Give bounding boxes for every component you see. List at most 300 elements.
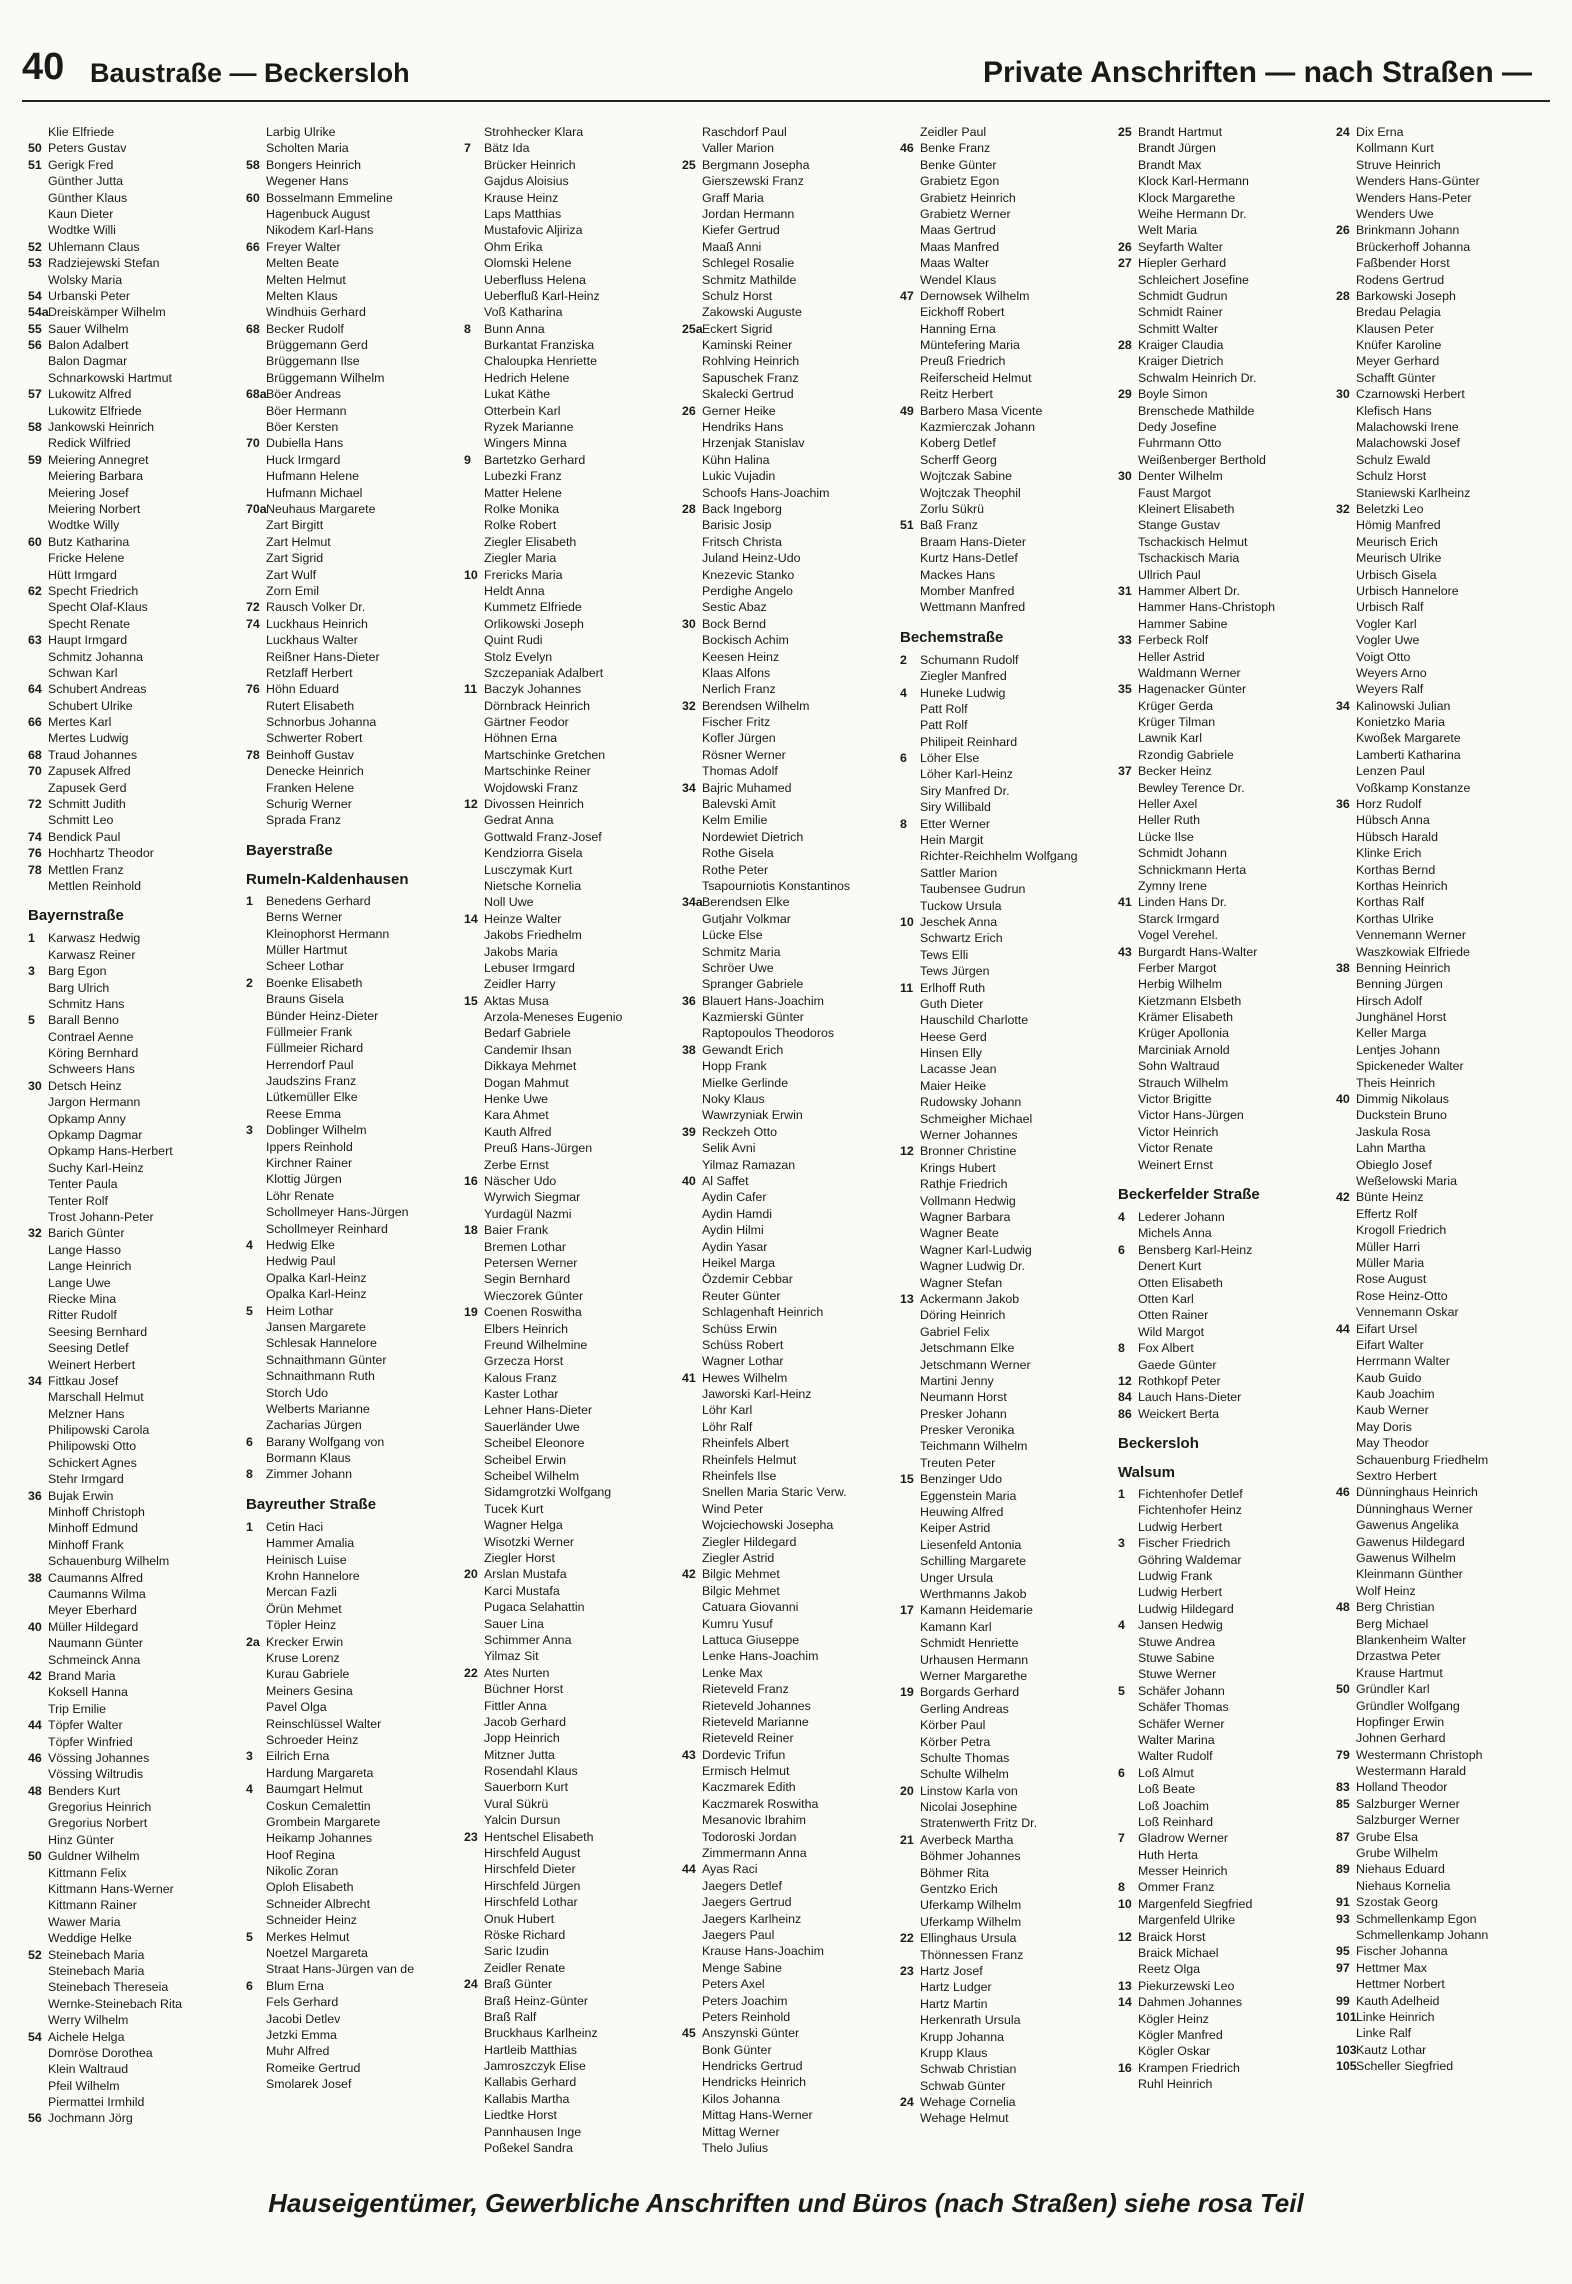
resident-name: Brandt Hartmut [1138,125,1223,139]
district-heading: Rumeln-Kaldenhausen [246,870,409,888]
directory-entry [682,386,897,402]
resident-name: Becker Rudolf [266,321,344,336]
resident-name: Klie Elfriede [48,125,115,139]
resident-name: Zart Birgitt [266,518,324,533]
directory-entry [682,960,897,976]
resident-name: Martschinke Gretchen [484,747,606,762]
resident-name: Liedtke Horst [484,2108,558,2123]
directory-entry [246,616,461,632]
directory-entry [246,304,461,320]
resident-name: Neumann Horst [920,1390,1007,1405]
directory-entry [464,2140,679,2156]
directory-entry [682,419,897,435]
resident-name: Straat Hans-Jürgen van de [266,1962,415,1977]
resident-name: Kittmann Hans-Werner [48,1882,174,1897]
resident-name: Bockisch Achim [702,633,789,648]
resident-name: Berendsen Wilhelm [702,698,810,713]
directory-entry [464,1878,679,1894]
directory-entry [1336,517,1548,533]
house-number: 7 [464,141,471,156]
resident-name: Röske Richard [484,1927,566,1942]
house-number: 59 [28,452,42,467]
directory-entry [1336,1189,1548,1205]
resident-name: Becker Heinz [1138,764,1212,779]
resident-name: Meurisch Erich [1356,534,1438,549]
directory-entry [682,616,897,632]
directory-entry [246,1716,461,1732]
directory-entry [1118,681,1333,697]
directory-entry [246,893,461,909]
resident-name: Scheibel Wilhelm [484,1469,580,1484]
directory-entry [464,1337,679,1353]
house-number: 21 [900,1832,914,1847]
resident-name: Piekurzewski Leo [1138,1978,1235,1993]
resident-name: Wehage Cornelia [920,2095,1016,2110]
resident-name: Zorn Emil [266,583,320,598]
resident-name: Kalous Franz [484,1370,558,1385]
resident-name: Victor Heinrich [1138,1124,1219,1139]
directory-entry [1336,2025,1548,2041]
directory-entry [464,1894,679,1910]
resident-name: Liesenfeld Antonia [920,1537,1022,1552]
directory-entry [1336,993,1548,1009]
house-number: 60 [246,190,260,205]
directory-entry [682,1402,897,1418]
directory-entry [682,2042,897,2058]
directory-entry [464,370,679,386]
directory-entry [28,173,243,189]
directory-entry [1118,1716,1333,1732]
resident-name: Saric Izudin [484,1944,549,1959]
directory-entry [28,1750,243,1766]
resident-name: Bonk Günter [702,2042,772,2057]
directory-entry [682,255,897,271]
resident-name: Schwartz Erich [920,931,1003,946]
resident-name: Burgardt Hans-Walter [1138,944,1258,959]
directory-entry [682,337,897,353]
directory-entry [28,730,243,746]
directory-entry [464,599,679,615]
resident-name: Brenschede Mathilde [1138,403,1255,418]
directory-entry [1118,1830,1333,1846]
house-number: 74 [246,616,260,631]
directory-entry [900,1963,1115,1979]
resident-name: Raschdorf Paul [702,125,787,139]
directory-entry [464,1517,679,1533]
directory-entry [900,1979,1115,1995]
house-number: 18 [464,1223,478,1238]
resident-name: Schnaithmann Ruth [266,1369,375,1384]
directory-entry [1118,1209,1333,1225]
resident-name: Victor Brigitte [1138,1092,1212,1107]
house-number: 91 [1336,1895,1350,1910]
resident-name: Lamberti Katharina [1356,747,1461,762]
directory-entry [682,944,897,960]
house-number: 2 [900,652,907,667]
resident-name: Voßkamp Konstanze [1356,780,1471,795]
directory-entry [1336,222,1548,238]
directory-entry [246,942,461,958]
resident-name: Lauch Hans-Dieter [1138,1390,1242,1405]
resident-name: Kaczmarek Roswitha [702,1796,819,1811]
resident-name: Braam Hans-Dieter [920,534,1027,549]
directory-entry [682,1239,897,1255]
directory-entry [682,1943,897,1959]
directory-entry [246,1122,461,1138]
directory-entry [464,681,679,697]
directory-entry [28,452,243,468]
resident-name: Martini Jenny [920,1373,994,1388]
directory-entry [1118,1650,1333,1666]
house-number: 4 [1118,1618,1125,1633]
directory-entry [28,222,243,238]
resident-name: Grube Elsa [1356,1829,1418,1844]
resident-name: Fuhrmann Otto [1138,436,1222,451]
resident-name: Hübsch Anna [1356,813,1430,828]
directory-entry [464,1075,679,1091]
resident-name: Maas Gertrud [920,223,996,238]
resident-name: Specht Olaf-Klaus [48,600,148,615]
resident-name: Cetin Haci [266,1519,324,1534]
resident-name: Barg Ulrich [48,980,110,995]
directory-entry [464,1222,679,1238]
resident-name: Horz Rudolf [1356,797,1422,812]
resident-name: Pavel Olga [266,1700,327,1715]
directory-entry [1118,468,1333,484]
directory-entry [1336,1124,1548,1140]
resident-name: Krings Hubert [920,1160,996,1175]
resident-name: Töpfer Winfried [48,1734,133,1749]
directory-entry [464,1763,679,1779]
directory-entry [28,829,243,845]
resident-name: Kauth Adelheid [1356,1993,1440,2008]
directory-entry [28,435,243,451]
resident-name: Noll Uwe [484,895,534,910]
directory-entry [900,783,1115,799]
directory-entry [900,1652,1115,1668]
directory-entry [682,1255,897,1271]
directory-entry [1118,1863,1333,1879]
directory-entry [464,616,679,632]
resident-name: Weickert Berta [1138,1406,1220,1421]
resident-name: Juland Heinz-Udo [702,551,801,566]
resident-name: Hedwig Elke [266,1238,335,1252]
resident-name: Balevski Amit [702,797,776,812]
directory-entry [464,1911,679,1927]
resident-name: Riecke Mina [48,1291,117,1306]
directory-entry [682,583,897,599]
resident-name: Hammer Amalia [266,1536,355,1551]
resident-name: Schneider Heinz [266,1913,357,1928]
resident-name: Sidamgrotzki Wolfgang [484,1485,612,1500]
directory-entry [682,1534,897,1550]
resident-name: Bajric Muhamed [702,780,792,795]
directory-entry [1336,845,1548,861]
resident-name: Kwoßek Margarete [1356,731,1461,746]
directory-entry [900,567,1115,583]
resident-name: Gärtner Feodor [484,715,569,730]
resident-name: Löher Karl-Heinz [920,767,1013,782]
house-number: 26 [682,403,696,418]
directory-entry [464,763,679,779]
directory-entry [900,1012,1115,1028]
directory-entry [246,1139,461,1155]
resident-name: Schwan Karl [48,665,118,680]
directory-entry [246,1335,461,1351]
resident-name: Krause Heinz [484,190,559,205]
resident-name: Weihe Hermann Dr. [1138,206,1247,221]
resident-name: Luckhaus Heinrich [266,616,368,631]
house-number: 45 [682,2026,696,2041]
resident-name: Uferkamp Wilhelm [920,1914,1022,1929]
directory-entry [246,1814,461,1830]
resident-name: Duckstein Bruno [1356,1108,1447,1123]
directory-entry [464,124,679,140]
directory-entry [900,1684,1115,1700]
directory-entry [28,1570,243,1586]
resident-name: Presker Johann [920,1406,1007,1421]
directory-entry [28,632,243,648]
resident-name: Sauer Lina [484,1616,544,1631]
house-number: 4 [246,1782,253,1797]
directory-entry [900,1143,1115,1159]
directory-entry [900,1045,1115,1061]
resident-name: Zacharias Jürgen [266,1418,362,1433]
resident-name: Tschackisch Helmut [1138,534,1248,549]
resident-name: Nietsche Kornelia [484,878,582,893]
resident-name: Wettmann Manfred [920,600,1026,615]
directory-entry [464,1681,679,1697]
resident-name: Smolarek Josef [266,2077,352,2092]
directory-entry [682,2107,897,2123]
resident-name: Füllmeier Frank [266,1024,353,1039]
directory-entry [1336,829,1548,845]
resident-name: Kaminski Reiner [702,338,793,353]
resident-name: Szostak Georg [1356,1895,1438,1910]
resident-name: Voigt Otto [1356,649,1411,664]
resident-name: Al Saffet [702,1174,749,1188]
resident-name: Junghänel Horst [1356,1010,1447,1025]
directory-entry [1336,1058,1548,1074]
directory-entry [900,1291,1115,1307]
resident-name: Berg Christian [1356,1600,1435,1615]
directory-entry [28,996,243,1012]
resident-name: Böhmer Johannes [920,1849,1021,1864]
resident-name: Elbers Heinrich [484,1321,569,1336]
house-number: 101 [1336,2009,1357,2024]
directory-entry [682,714,897,730]
directory-entry [246,1781,461,1797]
resident-name: Keesen Heinz [702,649,780,664]
house-number: 34 [28,1373,42,1388]
resident-name: Schlesak Hannelore [266,1336,377,1351]
resident-name: Fels Gerhard [266,1995,339,2010]
directory-entry [1336,1386,1548,1402]
directory-entry [900,1783,1115,1799]
directory-entry [682,2140,897,2156]
resident-name: Braß Heinz-Günter [484,1993,588,2008]
directory-entry [1336,1025,1548,1041]
resident-name: Hübsch Harald [1356,829,1438,844]
resident-name: Schüss Robert [702,1337,784,1352]
resident-name: Maaß Anni [702,239,762,254]
directory-entry [1336,288,1548,304]
directory-entry [900,1799,1115,1815]
directory-entry [1118,1242,1333,1258]
directory-entry [28,1815,243,1831]
resident-name: Mettlen Franz [48,862,124,877]
directory-entry [1336,1829,1548,1845]
resident-name: Schulz Ewald [1356,452,1431,467]
directory-entry [246,763,461,779]
resident-name: Wojdowski Franz [484,780,579,795]
resident-name: Rodens Gertrud [1356,272,1445,287]
directory-entry [246,1798,461,1814]
house-number: 20 [464,1567,478,1582]
resident-name: Müller Hartmut [266,942,348,957]
directory-entry [1336,1730,1548,1746]
directory-entry [1118,993,1333,1009]
resident-name: Burkantat Franziska [484,338,595,353]
resident-name: Tschackisch Maria [1138,551,1240,566]
house-number: 63 [28,633,42,648]
resident-name: Krüger Gerda [1138,698,1214,713]
house-number: 23 [464,1829,478,1844]
resident-name: Balon Adalbert [48,338,129,353]
resident-name: Caumanns Alfred [48,1570,144,1585]
resident-name: Bruckhaus Karlheinz [484,2026,598,2041]
directory-entry [28,1111,243,1127]
resident-name: Matter Helene [484,485,562,500]
resident-name: Freund Wilhelmine [484,1337,588,1352]
directory-entry [682,1730,897,1746]
resident-name: Brauns Gisela [266,992,344,1007]
directory-column [682,124,897,2164]
resident-name: Lange Hasso [48,1242,122,1257]
house-number: 30 [1336,387,1350,402]
resident-name: Hiepler Gerhard [1138,256,1227,271]
resident-name: Krupp Klaus [920,2045,988,2060]
resident-name: Holland Theodor [1356,1780,1448,1795]
directory-column [246,124,461,2164]
house-number: 11 [900,980,914,995]
directory-entry [28,845,243,861]
directory-entry [682,370,897,386]
directory-entry [246,1253,461,1269]
directory-entry [1118,1814,1333,1830]
resident-name: Windhuis Gerhard [266,305,366,320]
resident-name: Yilmaz Sit [484,1649,539,1664]
directory-entry [1118,1584,1333,1600]
resident-name: Schmitz Johanna [48,649,144,664]
resident-name: Kiefer Gertrud [702,223,780,238]
resident-name: Gawenus Hildegard [1356,1534,1465,1549]
directory-entry [464,1698,679,1714]
directory-entry [1118,1634,1333,1650]
directory-entry [464,747,679,763]
resident-name: Vogler Uwe [1356,633,1420,648]
directory-entry [246,288,461,304]
resident-name: Reißner Hans-Dieter [266,649,380,664]
house-number: 52 [28,1947,42,1962]
resident-name: Meyer Eberhard [48,1603,137,1618]
directory-entry [1118,1961,1333,1977]
resident-name: Sauer Wilhelm [48,321,129,336]
directory-entry [464,1845,679,1861]
directory-entry [246,975,461,991]
directory-entry [28,763,243,779]
resident-name: Grabietz Egon [920,174,1000,189]
directory-entry [900,1619,1115,1635]
directory-entry [1118,812,1333,828]
directory-entry [464,1189,679,1205]
resident-name: Benke Franz [920,141,991,156]
directory-entry [1118,2043,1333,2059]
house-number: 19 [900,1685,914,1700]
resident-name: Wenders Uwe [1356,206,1434,221]
resident-name: Beinhoff Gustav [266,747,354,762]
directory-entry [1336,1321,1548,1337]
directory-entry [464,337,679,353]
directory-entry [1118,1683,1333,1699]
directory-entry [28,681,243,697]
directory-entry [246,534,461,550]
directory-entry [28,370,243,386]
directory-entry [682,1648,897,1664]
house-number: 42 [1336,1190,1350,1205]
resident-name: Balon Dagmar [48,354,128,369]
directory-entry [682,1812,897,1828]
resident-name: Tenter Rolf [48,1193,108,1208]
directory-entry [464,632,679,648]
directory-entry [1118,1568,1333,1584]
directory-entry [682,1321,897,1337]
resident-name: Schollmeyer Hans-Jürgen [266,1205,409,1220]
resident-name: Aydin Hamdi [702,1206,773,1221]
directory-entry [682,206,897,222]
resident-name: Naumann Günter [48,1636,144,1651]
directory-entry [246,1732,461,1748]
directory-entry [682,1566,897,1582]
resident-name: Marschall Helmut [48,1390,144,1405]
house-number: 34a [682,895,703,910]
directory-entry [1118,255,1333,271]
directory-entry [900,288,1115,304]
directory-entry [682,1501,897,1517]
resident-name: Keller Marga [1356,1026,1427,1041]
house-number: 66 [246,239,260,254]
directory-entry [1118,1748,1333,1764]
resident-name: Blankenheim Walter [1356,1632,1467,1647]
directory-entry [1336,1796,1548,1812]
house-number: 103 [1336,2042,1357,2057]
directory-entry [464,1140,679,1156]
directory-entry [1118,239,1333,255]
house-number: 60 [28,534,42,549]
directory-entry [28,1143,243,1159]
resident-name: Seesing Bernhard [48,1324,148,1339]
directory-entry [246,321,461,337]
resident-name: Hendricks Gertrud [702,2059,803,2074]
resident-name: Dünninghaus Werner [1356,1501,1473,1516]
directory-entry [1118,419,1333,435]
resident-name: Hedrich Helene [484,370,570,385]
resident-name: Bensberg Karl-Heinz [1138,1242,1253,1257]
resident-name: Thönnessen Franz [920,1947,1024,1962]
directory-entry [28,930,243,946]
directory-entry [246,1699,461,1715]
resident-name: Schulz Horst [702,288,773,303]
